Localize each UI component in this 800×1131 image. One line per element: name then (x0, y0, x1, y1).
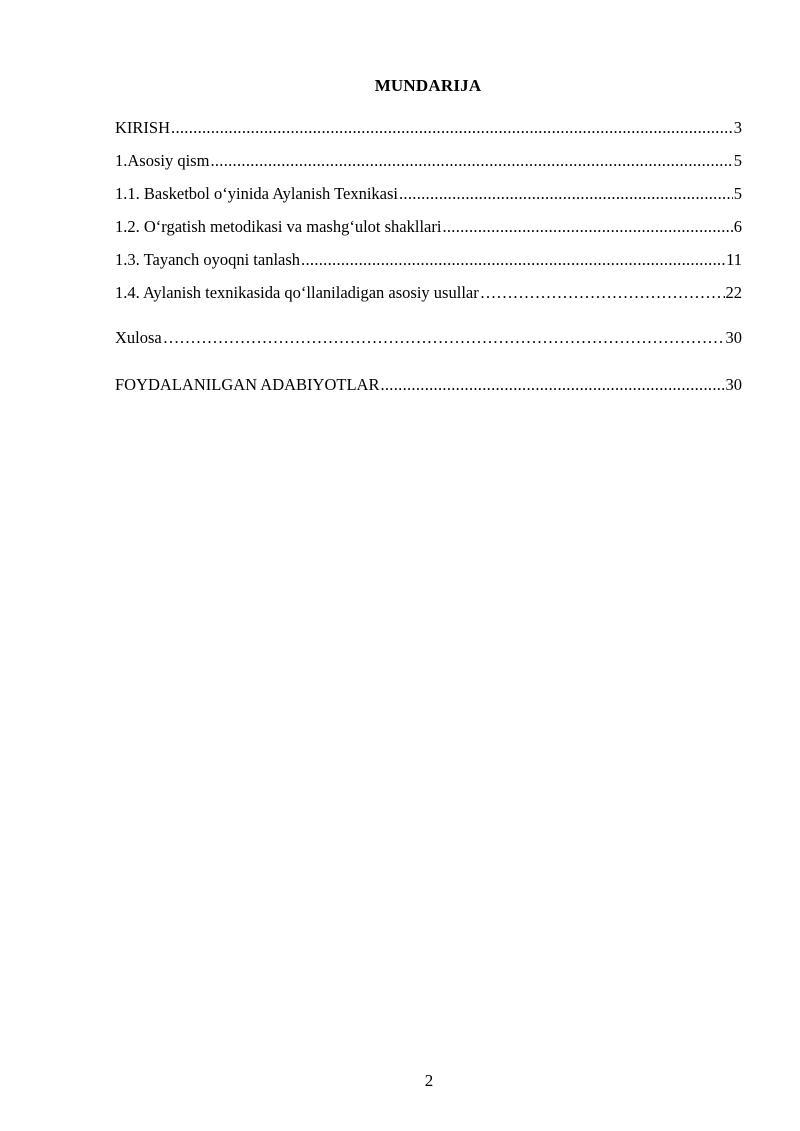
toc-dot-leader (210, 151, 732, 171)
toc-entry-page: 30 (725, 375, 742, 394)
toc-entry-kirish[interactable] (115, 118, 742, 138)
toc-entry-label: 1.3. Tayanch oyoqni tanlash (115, 250, 301, 269)
toc-entry-1-1[interactable] (115, 184, 742, 204)
toc-entry-label: 1.2. O‘rgatish metodikasi va mashg‘ulot shakllari (115, 217, 442, 236)
toc-entry-1-3[interactable] (115, 250, 742, 270)
toc-entry-1-4[interactable] (115, 283, 742, 303)
toc-dot-leader (399, 184, 733, 204)
page-number: 2 (424, 1071, 434, 1090)
toc-dot-leader (171, 118, 733, 138)
toc-entry-adabiyotlar[interactable] (115, 375, 742, 395)
toc-dot-leader (480, 283, 725, 303)
toc-entry-page: 5 (733, 151, 742, 170)
toc-entry-1-2[interactable] (115, 217, 742, 237)
toc-dot-leader (380, 375, 724, 395)
toc-dot-leader (301, 250, 725, 270)
toc-entry-page: 5 (733, 184, 742, 203)
toc-entry-asosiy-qism[interactable] (115, 151, 742, 171)
toc-title: MUNDARIJA (374, 76, 482, 95)
toc-entry-label: Xulosa (115, 328, 162, 347)
toc-entry-page: 22 (725, 283, 742, 302)
toc-entry-page: 11 (726, 250, 742, 269)
toc-entry-page: 6 (733, 217, 742, 236)
toc-entry-label: FOYDALANILGAN ADABIYOTLAR (115, 375, 380, 394)
toc-entry-label: 1.1. Basketbol o‘yinida Aylanish Texnikasi (115, 184, 398, 203)
toc-entry-xulosa[interactable] (115, 328, 742, 348)
toc-dot-leader (442, 217, 732, 237)
toc-entry-label: KIRISH (115, 118, 171, 137)
toc-dot-leader (163, 328, 725, 348)
toc-entry-page: 30 (725, 328, 742, 347)
toc-entry-page: 3 (733, 118, 742, 137)
toc-entry-label: 1.4. Aylanish texnikasida qo‘llaniladigan asosiy usullar (115, 283, 479, 302)
toc-entry-label: 1.Asosiy qism (115, 151, 210, 170)
